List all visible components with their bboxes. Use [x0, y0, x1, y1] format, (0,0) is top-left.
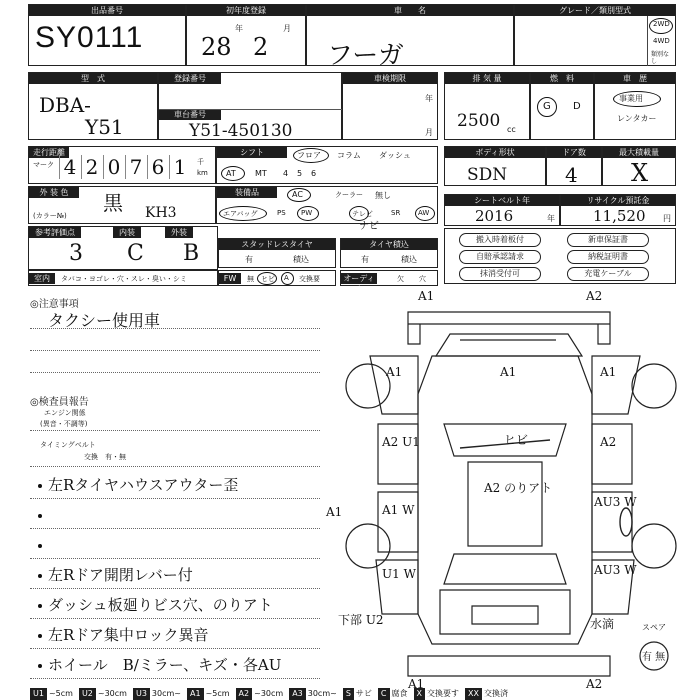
note-item: 左Rタイヤハウスアウター歪	[48, 476, 239, 494]
legend-key: S	[343, 688, 354, 700]
first-registration-label: 初年度登録	[187, 5, 305, 16]
equip-ac: AC	[292, 190, 303, 199]
legend-key: U2	[79, 688, 96, 700]
interior-value: C	[127, 241, 144, 266]
legend-value: 30cm~	[151, 689, 181, 698]
equipment-box	[216, 186, 438, 232]
audio-hole: 穴	[419, 275, 426, 283]
mark-front-right: A2	[586, 289, 603, 303]
mark-water: 水滴	[590, 617, 615, 631]
caution-text: タクシー使用車	[48, 311, 161, 330]
lot-number: SY0111	[35, 21, 144, 54]
car-diagram	[320, 284, 690, 688]
legend-bar	[30, 688, 514, 700]
equip-note: ナビ	[359, 221, 379, 232]
trunk-panel	[440, 590, 570, 634]
color-label: 外 装 色	[29, 187, 79, 198]
registration-box	[158, 72, 342, 140]
shift-opt-dash: ダッシュ	[379, 151, 411, 160]
timing-label: タイミングベルト	[40, 441, 96, 449]
fw-replace: 交換要	[299, 275, 320, 283]
hood-panel	[436, 334, 582, 356]
doc-chip-4: 抹消受付可	[459, 267, 541, 281]
tire-yes: 有	[361, 255, 369, 264]
usage-box	[594, 72, 676, 140]
model-label: 型 式	[29, 73, 157, 84]
fuel-d: D	[573, 101, 581, 112]
equip-tv: テレビ	[352, 210, 373, 218]
seatbelt-unit: 年	[547, 214, 555, 223]
first-registration-box	[186, 4, 306, 66]
fuel-box	[530, 72, 594, 140]
note-bullet	[38, 604, 42, 608]
spare-opts: 有 無	[642, 652, 666, 663]
grade-box	[514, 4, 676, 66]
mark-lower: 下部 U2	[338, 613, 384, 627]
mark-right-front-door: A2	[600, 435, 617, 449]
equip-sr: SR	[391, 209, 401, 217]
note-bullet	[38, 574, 42, 578]
roof-panel	[468, 462, 542, 546]
chassis-value: Y51-450130	[189, 121, 293, 141]
left-front-door	[378, 424, 418, 484]
mark-roof: A2 のりアト	[484, 481, 553, 495]
legend-value: ~30cm	[254, 689, 284, 698]
mileage-unit-1: 千	[197, 158, 204, 166]
documents-box	[444, 228, 676, 284]
engine-label: エンジン関係	[44, 409, 86, 417]
rear-bumper	[408, 656, 610, 676]
audio-missing: 欠	[397, 275, 404, 283]
doors-value: 4	[565, 163, 578, 187]
doc-chip-1: 新車保証書	[567, 233, 649, 247]
inspection-month-unit: 月	[425, 128, 433, 137]
shift-box	[216, 146, 438, 184]
capacity-box	[602, 146, 676, 186]
equip-aw: AW	[418, 209, 430, 217]
usage-business: 事業用	[619, 94, 643, 103]
mileage-digit: 6	[147, 155, 168, 179]
legend-key: A1	[187, 688, 204, 700]
tire-label: タイヤ積込	[341, 239, 437, 250]
legend-key: U3	[133, 688, 150, 700]
model-box	[28, 72, 158, 140]
right-front-door	[592, 424, 632, 484]
legend-key: C	[378, 688, 390, 700]
fw-label: FW	[219, 273, 241, 284]
studless-yes: 有	[245, 255, 253, 264]
mark-front-left: A1	[418, 289, 435, 303]
mark-hood: A1	[500, 365, 517, 379]
inspector-label: ◎検査員報告	[30, 397, 89, 408]
body-label: ボディ形状	[445, 147, 545, 158]
shift-opt-mt: MT	[255, 169, 267, 178]
mileage-digit: 1	[169, 155, 190, 179]
mark-rear-left: A1	[408, 677, 425, 688]
drive-4wd: 4WD	[653, 37, 670, 45]
room-box	[28, 270, 218, 286]
shift-opt-column: コラム	[337, 151, 361, 160]
legend-key: A3	[289, 688, 306, 700]
spare-label: スペア	[642, 623, 666, 632]
model-code-1: DBA-	[39, 93, 91, 117]
mark-left-side: A1	[326, 505, 343, 519]
legend-key: X	[414, 688, 425, 700]
legend-value: 30cm~	[307, 689, 337, 698]
mark-right-front-fender: A1	[600, 365, 617, 379]
studless-load: 積込	[293, 255, 309, 264]
first-reg-month: 2	[253, 33, 269, 61]
tire-box	[340, 238, 438, 268]
note-bullet	[38, 664, 42, 668]
color-code: KH3	[145, 205, 177, 221]
displacement-box	[444, 72, 530, 140]
car-name: フーガ	[327, 41, 404, 71]
displacement-unit: cc	[507, 125, 516, 134]
drive-2wd: 2WD	[653, 20, 670, 28]
exterior-value: B	[183, 241, 200, 266]
legend-value: 交換要す	[426, 689, 459, 698]
mileage-digit: 4	[59, 155, 80, 179]
mileage-box	[28, 146, 216, 184]
lot-number-box	[28, 4, 186, 66]
wheel-front-right	[632, 364, 676, 408]
note-item: 左Rドア開閉レバー付	[48, 566, 193, 584]
mileage-sub: マーク	[33, 161, 54, 169]
mark-right-rear-door: AU3 W	[594, 495, 637, 509]
seatbelt-value: 2016	[475, 207, 514, 225]
usage-label: 車 歴	[595, 73, 675, 84]
doc-chip-3: 納税証明書	[567, 250, 649, 264]
legend-value: 腐食	[391, 689, 408, 698]
usage-rental: レンタカー	[617, 114, 657, 123]
model-code-2: Y51	[85, 115, 124, 139]
fuel-label: 燃 料	[531, 73, 593, 84]
grade-label: グレード／類別型式	[515, 5, 675, 16]
mark-windshield: ヒビ	[504, 433, 529, 447]
mark-left-front-fender: A1	[386, 365, 403, 379]
mark-left-rear-door: A1 W	[382, 503, 415, 517]
color-box	[28, 186, 216, 224]
recycle-value: 11,520	[593, 207, 646, 225]
studless-label: スタッドレスタイヤ	[219, 239, 335, 250]
inspection-label: 車検期限	[343, 73, 437, 84]
doc-chip-2: 自賠承認請求	[459, 250, 541, 264]
left-rear-door	[378, 492, 418, 552]
timing-sub: 交換 有・無	[84, 453, 126, 461]
note-bullet	[38, 544, 42, 548]
legend-key: XX	[465, 688, 482, 700]
interior-label: 内装	[113, 227, 141, 238]
fw-crack: ヒビ	[261, 275, 275, 283]
first-reg-year: 28	[201, 33, 232, 61]
shift-opt-floor: フロア	[297, 151, 321, 160]
studless-box	[218, 238, 336, 268]
shift-opt-4: 4	[283, 169, 289, 178]
recycle-label: リサイクル預託金	[561, 195, 675, 206]
reg-no-label: 登録番号	[159, 73, 221, 84]
body-outline	[418, 356, 592, 644]
legend-value: ~5cm	[205, 689, 230, 698]
engine-sub: (異音・不調等)	[40, 420, 88, 428]
fw-box	[218, 270, 336, 286]
score-box	[28, 226, 218, 270]
legend-value: 交換済	[483, 689, 508, 698]
mileage-unit-2: km	[197, 169, 208, 177]
equip-none: 無し	[375, 191, 391, 200]
capacity-label: 最大積載量	[603, 147, 675, 158]
legend-value: サビ	[355, 689, 372, 698]
legend-value: ~5cm	[48, 689, 73, 698]
note-bullet	[38, 484, 42, 488]
score-value: 3	[69, 241, 83, 266]
mileage-digit: 7	[125, 155, 146, 179]
grade-note: 類別なし	[651, 51, 670, 65]
note-bullet	[38, 634, 42, 638]
seatbelt-box	[444, 194, 560, 226]
displacement-label: 排 気 量	[445, 73, 529, 84]
note-item: 左Rドア集中ロック異音	[48, 626, 209, 644]
inspection-year-unit: 年	[425, 94, 433, 103]
legend-key: U1	[30, 688, 47, 700]
recycle-unit: 円	[663, 214, 671, 223]
equip-cooler: クーラー	[335, 191, 363, 199]
fw-none: 無	[247, 275, 254, 283]
car-name-box	[306, 4, 514, 71]
chassis-label: 車台番号	[159, 109, 221, 120]
doc-chip-5: 充電ケーブル	[567, 267, 649, 281]
shift-opt-at: AT	[226, 169, 236, 178]
note-bullet	[38, 514, 42, 518]
doc-chip-0: 搬入時着板付	[459, 233, 541, 247]
seatbelt-label: シートベルト年	[445, 195, 559, 206]
mark-left-rear-quarter: U1 W	[382, 567, 416, 581]
year-unit: 年	[235, 24, 243, 33]
exterior-label: 外装	[165, 227, 193, 238]
mileage-digit: 2	[81, 155, 102, 179]
capacity-value: X	[631, 159, 649, 187]
equip-pw: PW	[301, 209, 313, 217]
shift-opt-5: 5	[297, 169, 303, 178]
inspection-box	[342, 72, 438, 140]
note-item: ダッシュ板廻りビス穴、のりアト	[48, 596, 273, 614]
body-box	[444, 146, 546, 186]
fuel-g: G	[543, 101, 551, 112]
displacement-value: 2500	[457, 111, 501, 131]
doors-label: ドア数	[547, 147, 601, 158]
body-value: SDN	[467, 165, 508, 185]
month-unit: 月	[283, 24, 291, 33]
mark-left-front-door: A2 U1	[382, 435, 420, 449]
wheel-front-left	[346, 364, 390, 408]
doors-box	[546, 146, 602, 186]
equip-label: 装備品	[217, 187, 277, 198]
color-code-label: (カラー№)	[33, 212, 67, 220]
front-bumper	[408, 312, 610, 344]
mark-right-rear-quarter: AU3 W	[594, 563, 637, 577]
fw-a: A	[284, 274, 289, 282]
equip-airbag: エアバッグ	[223, 210, 258, 218]
mileage-label: 走行距離	[29, 147, 69, 158]
note-item: ホイール B/ミラー、キズ・各AU	[48, 656, 282, 674]
room-opts: タバコ・ヨゴレ・穴・スレ・臭い・シミ	[61, 275, 187, 283]
legend-key: A2	[236, 688, 253, 700]
recycle-box	[560, 194, 676, 226]
car-name-label: 車 名	[307, 5, 513, 16]
shift-opt-6: 6	[311, 169, 317, 178]
mileage-digit: 0	[103, 155, 124, 179]
legend-value: ~30cm	[97, 689, 127, 698]
equip-ps: PS	[277, 209, 286, 217]
wheel-rear-left	[346, 524, 390, 568]
caution-label: ◎注意事項	[30, 299, 79, 310]
tire-load: 積込	[401, 255, 417, 264]
room-label: 室内	[29, 273, 55, 284]
lot-number-label: 出品番号	[29, 5, 185, 16]
color-value: 黒	[103, 191, 123, 215]
shift-label: シフト	[217, 147, 287, 158]
wheel-rear-right	[632, 524, 676, 568]
score-label: 参考評価点	[29, 227, 81, 238]
rear-window	[444, 554, 566, 584]
audio-label: オーディオ	[341, 273, 377, 284]
mark-rear-right: A2	[586, 677, 603, 688]
